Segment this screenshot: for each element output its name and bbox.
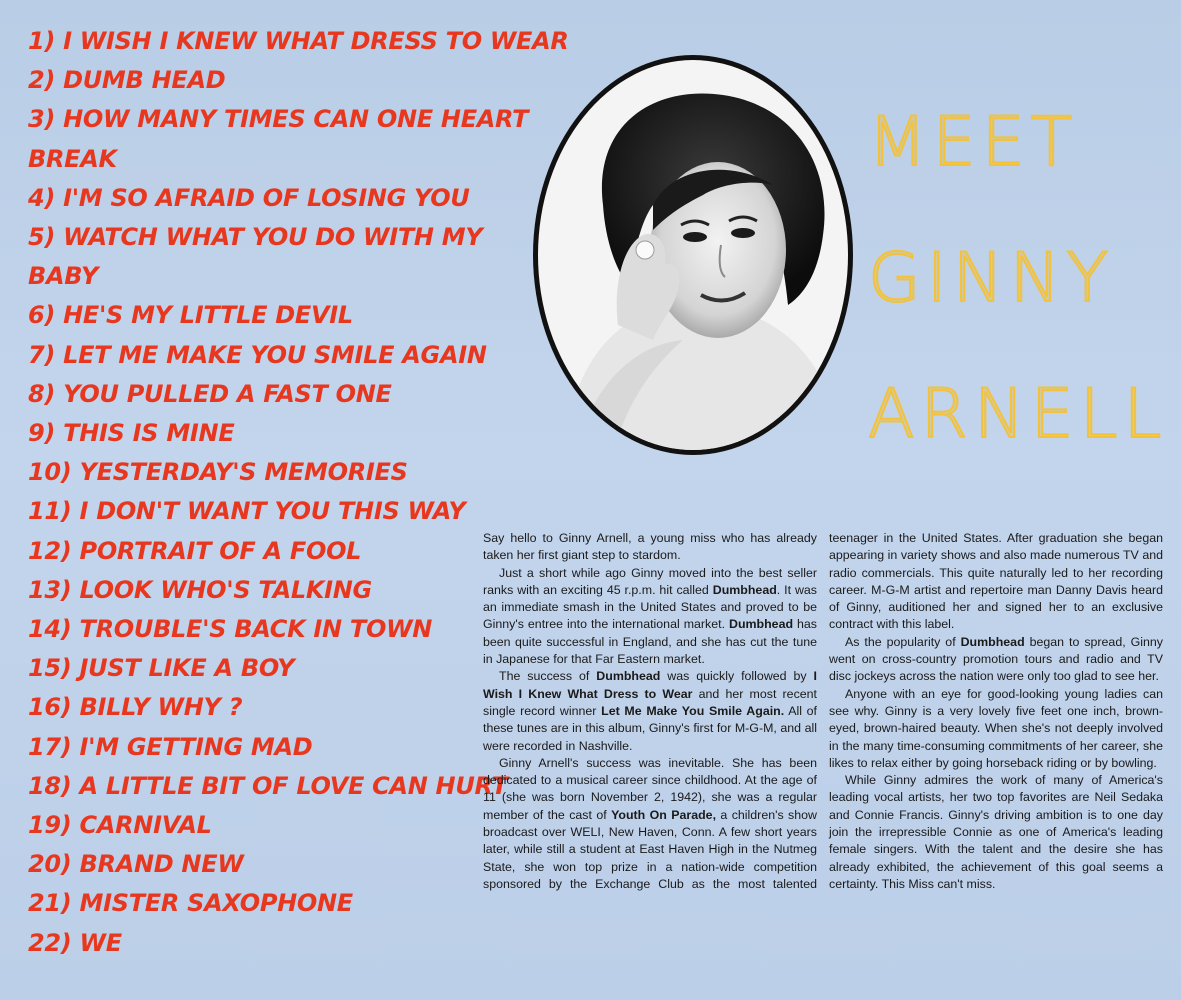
track-item: 20) BRAND NEW	[28, 850, 244, 879]
liner-text: has been quite successful in England, and she has cut the tune in Japanese for that Far Eastern market.	[483, 617, 817, 667]
liner-paragraph	[483, 565, 817, 669]
liner-notes	[483, 530, 1163, 893]
track-item: 18) A LITTLE BIT OF LOVE CAN HURT	[28, 771, 508, 800]
liner-text: began to spread, Ginny went on cross-country promotion tours and radio and TV disc jockeys across the nation were only too glad to see her.	[829, 634, 1163, 684]
show-title-emphasis: Youth On Parade,	[611, 807, 717, 822]
track-item: 13) LOOK WHO'S TALKING	[28, 575, 372, 604]
track-item: 11) I DON'T WANT YOU THIS WAY	[28, 497, 466, 526]
liner-text: and her most recent single record winner	[483, 686, 817, 718]
track-item: 12) PORTRAIT OF A FOOL	[28, 536, 362, 565]
song-title-emphasis: I Wish I Knew What Dress to Wear	[483, 669, 817, 701]
title-line-meet: MEET	[868, 103, 1079, 182]
liner-paragraph	[829, 772, 1163, 893]
track-item: BABY	[28, 262, 99, 291]
liner-text: While Ginny admires the work of many of America's leading vocal artists, her two top favorites are Neil Sedaka and Connie Francis. Ginny's driving ambition is to one day join the irrepressible Connie as one of America's leading female singers. With the talent and the desire she has already exhibited, the achievement of this goal seems a certainty. This Miss can't miss.	[829, 773, 1163, 891]
liner-text: . It was an immediate smash in the United States and proved to be Ginny's entree into the international market.	[483, 582, 817, 632]
song-title-emphasis: Let Me Make You Smile Again.	[601, 703, 785, 718]
liner-paragraph	[829, 686, 1163, 772]
liner-text: The success of	[499, 669, 597, 684]
liner-text: Say hello to Ginny Arnell, a young miss who has already taken her first giant step to stardom.	[483, 531, 817, 563]
track-item: 8) YOU PULLED A FAST ONE	[28, 379, 392, 408]
track-item: 9) THIS IS MINE	[28, 419, 235, 448]
liner-text: Just a short while ago Ginny moved into the best seller ranks with an exciting 45 r.p.m. hit called	[483, 565, 817, 597]
track-item: 14) TROUBLE'S BACK IN TOWN	[28, 615, 433, 644]
track-item: 4) I'M SO AFRAID OF LOSING YOU	[28, 183, 470, 212]
track-item: 15) JUST LIKE A BOY	[28, 654, 295, 683]
liner-text: All of these tunes are in this album, Ginny's first for M-G-M, and all were recorded in Nashville.	[483, 703, 818, 753]
liner-paragraph	[829, 634, 1163, 686]
track-item: 5) WATCH WHAT YOU DO WITH MY	[28, 223, 483, 252]
title-line-ginny: GINNY	[868, 239, 1115, 318]
track-item: 17) I'M GETTING MAD	[28, 732, 313, 761]
track-item: 1) I WISH I KNEW WHAT DRESS TO WEAR	[28, 27, 569, 55]
liner-text: Ginny Arnell's success was inevitable. She has been dedicated to a musical career since childhood. At the age of 11 (she was born November 2, 1942), she was a regular member of the cast of	[483, 755, 817, 822]
track-item: BREAK	[28, 144, 117, 173]
song-title-emphasis: Dumbhead	[712, 582, 777, 597]
track-item: 10) YESTERDAY'S MEMORIES	[28, 458, 408, 487]
track-item: 22) WE	[28, 928, 122, 957]
liner-text: Anyone with an eye for good-looking young ladies can see why. Ginny is a very lovely five feet one inch, brown-eyed, brown-haired beauty. When she's not deeply involved in the many time-consuming commitments of her career, she likes to relax either by going horseback riding or by bowling.	[829, 686, 1163, 770]
liner-paragraph	[483, 668, 817, 754]
track-item: 19) CARNIVAL	[28, 811, 212, 840]
liner-paragraph	[483, 530, 817, 565]
track-item: 3) HOW MANY TIMES CAN ONE HEART	[28, 105, 529, 134]
album-title	[868, 75, 1178, 483]
artist-portrait	[533, 55, 853, 455]
song-title-emphasis: Dumbhead	[596, 669, 661, 684]
song-title-emphasis: Dumbhead	[960, 634, 1025, 649]
track-item: 7) LET ME MAKE YOU SMILE AGAIN	[28, 340, 487, 369]
liner-text: As the popularity of	[845, 634, 961, 649]
track-item: 16) BILLY WHY ?	[28, 693, 243, 722]
track-item: 6) HE'S MY LITTLE DEVIL	[28, 301, 353, 330]
track-item: 21) MISTER SAXOPHONE	[28, 889, 353, 918]
liner-text: a children's show broadcast over WELI, New Haven, Conn. A few short years later, while still a student at East Haven High in the Nutmeg State, she won top prize in a nation-wide competition sponsored by the Exchange Club as the most talented teenager in the United States. After graduation she began appearing in variety shows and also made numerous TV and radio commercials. This quite naturally led to her recording career. M-G-M artist and repertoire man Danny Davis heard of Ginny, auditioned her and signed her to an exclusive contract with this label.	[483, 531, 1163, 891]
liner-text: was quickly followed by	[660, 669, 814, 684]
track-item: 2) DUMB HEAD	[28, 66, 226, 95]
song-title-emphasis: Dumbhead	[729, 617, 794, 632]
title-line-arnell: ARNELL	[868, 375, 1168, 454]
portrait-illustration	[533, 55, 853, 455]
